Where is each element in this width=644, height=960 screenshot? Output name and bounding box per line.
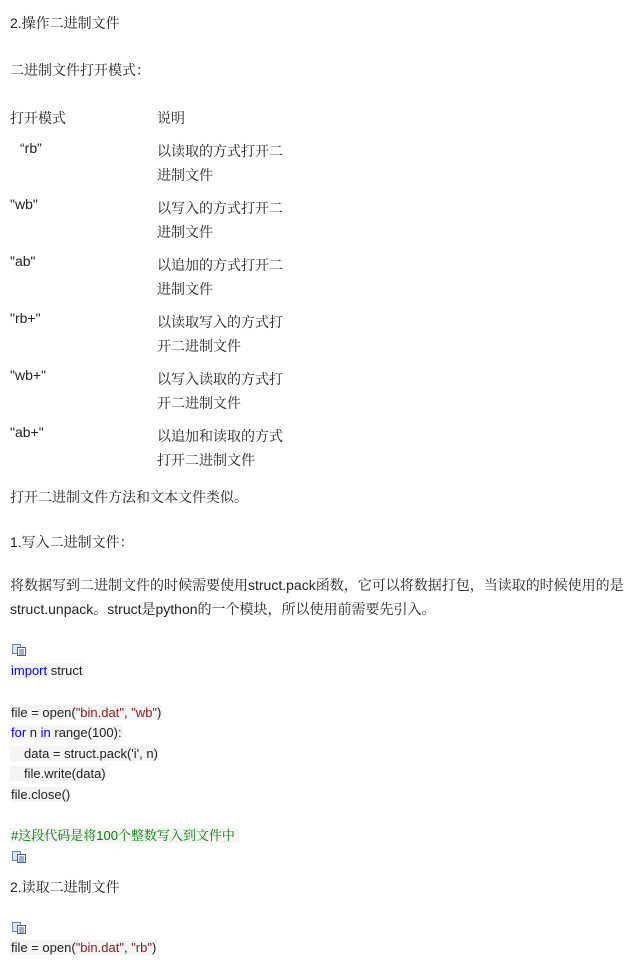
similar-note: 打开二进制文件方法和文本文件类似。 <box>10 489 248 505</box>
desc-cell: 进制文件 <box>157 224 213 240</box>
desc-cell: 以写入的方式打开二 <box>157 200 283 216</box>
code-line: data = struct.pack('i', n) <box>10 746 159 761</box>
copy-code-icon[interactable] <box>12 851 26 863</box>
desc-cell: 以读取的方式打开二 <box>157 143 283 159</box>
table-header-desc: 说明 <box>157 110 185 126</box>
write-heading: 1.写入二进制文件： <box>10 534 134 550</box>
copy-code-icon[interactable] <box>12 922 26 934</box>
copy-code-icon[interactable] <box>12 644 26 656</box>
code-line: file.write(data) <box>10 766 107 781</box>
desc-cell: 以追加的方式打开二 <box>157 257 283 273</box>
code-line: file = open("bin.dat", "wb") <box>11 705 162 720</box>
desc-cell: 以写入读取的方式打 <box>157 371 283 387</box>
code-line: file.close() <box>11 787 71 802</box>
mode-cell: "ab" <box>10 253 36 269</box>
code-comment: #这段代码是将100个整数写入到文件中 <box>10 828 239 843</box>
write-paragraph-line: 将数据写到二进制文件的时候需要使用struct.pack函数，它可以将数据打包，当读取的时候使用的是 <box>10 577 624 593</box>
section-title: 2.操作二进制文件 <box>10 15 120 31</box>
desc-cell: 进制文件 <box>157 281 213 297</box>
code-line: import struct <box>11 663 83 678</box>
desc-cell: 以读取写入的方式打 <box>157 314 283 330</box>
desc-cell: 打开二进制文件 <box>157 452 255 468</box>
desc-cell: 以追加和读取的方式 <box>157 428 283 444</box>
mode-cell: "wb+" <box>10 367 47 383</box>
read-heading: 2.读取二进制文件 <box>10 879 120 895</box>
desc-cell: 开二进制文件 <box>157 395 241 411</box>
desc-cell: 进制文件 <box>157 167 213 183</box>
mode-cell: "ab+" <box>10 424 44 440</box>
mode-cell: "rb+" <box>10 310 41 326</box>
table-header-mode: 打开模式 <box>10 110 66 126</box>
write-paragraph-line: struct.unpack。struct是python的一个模块，所以使用前需要先引入。 <box>10 601 436 617</box>
code-line: file = open("bin.dat", "rb") <box>11 940 157 955</box>
modes-heading: 二进制文件打开模式： <box>10 62 150 78</box>
mode-cell: "wb" <box>10 196 38 212</box>
code-line: for n in range(100): <box>11 725 122 740</box>
mode-cell: “rb” <box>20 140 42 156</box>
desc-cell: 开二进制文件 <box>157 338 241 354</box>
